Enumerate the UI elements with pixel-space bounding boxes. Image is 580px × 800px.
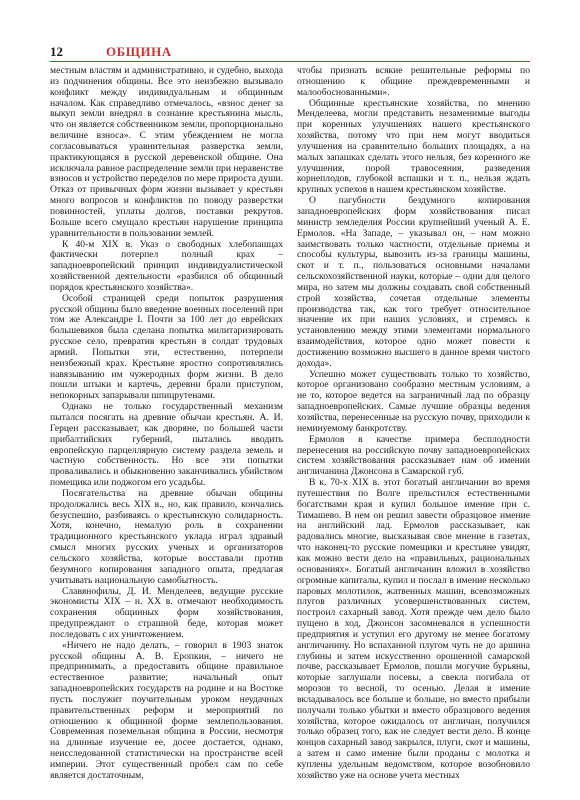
paragraph: В к. 70-х XIX в. этот богатый англичанин во время путешествия по Волге прельстился естественными богатствами края и купил большое имение при с. Тимашево. В нем он решил завести образцовое имение на английский лад. Ермолов рассказывает, как радовались многие, высказывая свое мнение в газетах, что наконец-то русские помещики и крестьяне увидят, как можно вести дело на «правильных, рациональных основаниях». Богатый англичанин вложил в хозяйство огромные капиталы, купил и послал в имение несколько паровых молотилок, жатвенных машин, всевозможных плугов различных усовершенствованных систем, построил сахарный завод. Хотя прежде чем дело было пущено в ход, Джонсон засомневался в успешности предприятия и уступил его другому не менее богатому англичанину. Но вспаханной плугом чуть не до аршина глубины и затем искусственно орошенной самарской почве, рассказывает Ермолов, пошли могучие бурьяны, которые заглушали посевы, а свекла погибала от морозов то весной, то осенью. Делая в имение вкладывалось все больше и больше, но вместо прибыли получали только убытки и вместо образцового ведения хозяйства, которое ожидалось от англичан, получился только образец того, как не следует вести дело. В конце концов сахарный завод закрылся, плуги, скот и машины, а затем и само имение были проданы с молотка и куплены удельным ведомством, которое возобновило хозяйство уже на основе учета местных: [297, 477, 530, 781]
paragraph: Однако не только государственный механизм пытался посягать на древние обычаи крестьян. А. И. Герцен рассказывает, как дворяне, по большей части прибалтийских губерний, пытались вводить европейскую парцеллярную систему раздела земель и частную собственность. Но все эти попытки проваливались и обыкновенно заканчивались убийством помещика или поджогом его усадьбы.: [50, 401, 283, 489]
paragraph: местным властям и административно, и судебно, выхода из подчинения общины. Все это неизбежно вызывало конфликт между индивидуальным и общинным началом. Как справедливо отмечалось, «взнос денег за выкуп земли внедрял в сознание крестьянина мысль, что он является собственником земли, пропорционально величине взноса». С этим убеждением не могла согласовываться уравнительная разверстка земли, практикующаяся в русской деревенской общине. Она исключала равное распределение земли при неравенстве взносов и устройство переделов по мере прироста души. Отказ от привычных форм жизни вызывает у крестьян много вопросов и конфликтов по поводу разверстки повинностей, уплаты долгов, поставки рекрутов. Больше всего смущало крестьян нарушение принципа уравнительности в пользовании землей.: [50, 66, 283, 239]
paragraph: Особой страницей среди попыток разрушения русской общины было введение военных поселений при том же Александре I. Почти за 100 лет до еврейских большевиков была сделана попытка милитаризировать русское село, превратив крестьян в солдат трудовых армий. Попытки эти, естественно, потерпели неизбежный крах. Крестьяне яростно сопротивлялись навязыванию им чужеродных форм жизни. В дело пошли штыки и картечь, деревни брали приступом, непокорных запарывали шпицрутенами.: [50, 292, 283, 402]
paragraph: «Ничего не надо делать, – говорил в 1903 знаток русской общины А. В. Еропкин, – ничего не предпринимать, а предоставить общине правильное естественное развитие; начальный опыт западноевропейских государств на родине и на Востоке пусть послужит поучительным уроком неудачных правительственных реформ и мероприятий по отношению к общинной форме землепользования. Современная поземельная община в России, несмотря на длинные изучение ее, досее достается, однако, неисследованной статистически на пространстве всей империи. Этот существенный пробел сам по себе является достаточным,: [50, 639, 283, 781]
running-title: ОБЩИНА: [106, 44, 172, 59]
paragraph: чтобы признать всякие решительные реформы по отношению к общине преждевременными и малообоснованными».: [297, 66, 530, 98]
right-column: [297, 66, 530, 782]
paragraph: Успешно может существовать только то хозяйство, которое организовано сообразно местным условиям, а не то, которое ведется на заграничный лад по образцу западноевропейских. Самые лучшие образцы ведения хозяйства, перенесенные на русскую почву, приходили к неминуемому банкротству.: [297, 368, 530, 434]
paragraph: Общинные крестьянские хозяйства, по мнению Менделеева, могли представить незаменимые выгоды при коренных улучшениях нашего крестьянского хозяйства, потому что при нем могут вводиться улучшения на сравнительно больших площадях, а на малых запашках сделать этого нельзя, без коренного же улучшения, порой травосеяния, разведения корнеплодов, глубокой вспашки и т. п., нельзя ждать крупных успехов в нашем крестьянском хозяйстве.: [297, 97, 530, 196]
page-number: 12: [50, 44, 63, 59]
paragraph: О пагубности бездумного копирования западноевропейских форм хозяйствования писал министр земледелия России крупнейший ученый А. Е. Ермолов. «На Западе, – указывал он, – нам можно заимствовать только частности, отдельные приемы и способы культуры, вывозить из-за границы машины, скот и т. п., пользоваться основными началами сельскохозяйственной науки, которые – одни для целого мира, но затем мы должны создавать свой собственный строй хозяйства, сочетая отдельные элементы производства так, как того требует относительное значение их при наших условиях, и стремясь к установлению между этими элементами нормального взаимодействия, которое одно может повести к достижению возможно высшего в данное время чистого дохода».: [297, 195, 530, 369]
header-rule: [50, 61, 530, 62]
paragraph: Ермолов в качестве примера бесплодности перенесения на российскую почву западноевропейских систем хозяйствования рассказывает нам об имении англичанина Джонсона в Самарской губ.: [297, 433, 530, 478]
paragraph: К 40-м XIX в. Указ о свободных хлебопашцах фактически потерпел полный крах – западноевропейский принцип индивидуалистической хозяйственной деятельности «разбился об общинный порядок крестьянского хозяйства».: [50, 238, 283, 293]
paragraph: Славянофилы, Д. И. Менделеев, ведущие русские экономисты XIX – н. XX в. отмечают необходимость сохранения общинных форм хозяйствования, предупреждают о страшной беде, которая может последовать с их уничтожением.: [50, 585, 283, 640]
paragraph: Посягательства на древние обычаи общины продолжались весь XIX в., но, как правило, кончались безуспешно, разбиваясь о крестьянскую солидарность. Хотя, конечно, немалую роль в сохранении традиционного крестьянского уклада играл здравый смысл многих русских ученых и организаторов сельского хозяйства, которые восставали против безумного копирования западного опыта, предлагая учитывать национальную самобытность.: [50, 487, 283, 586]
text-columns: [50, 66, 530, 782]
left-column: [50, 66, 283, 782]
